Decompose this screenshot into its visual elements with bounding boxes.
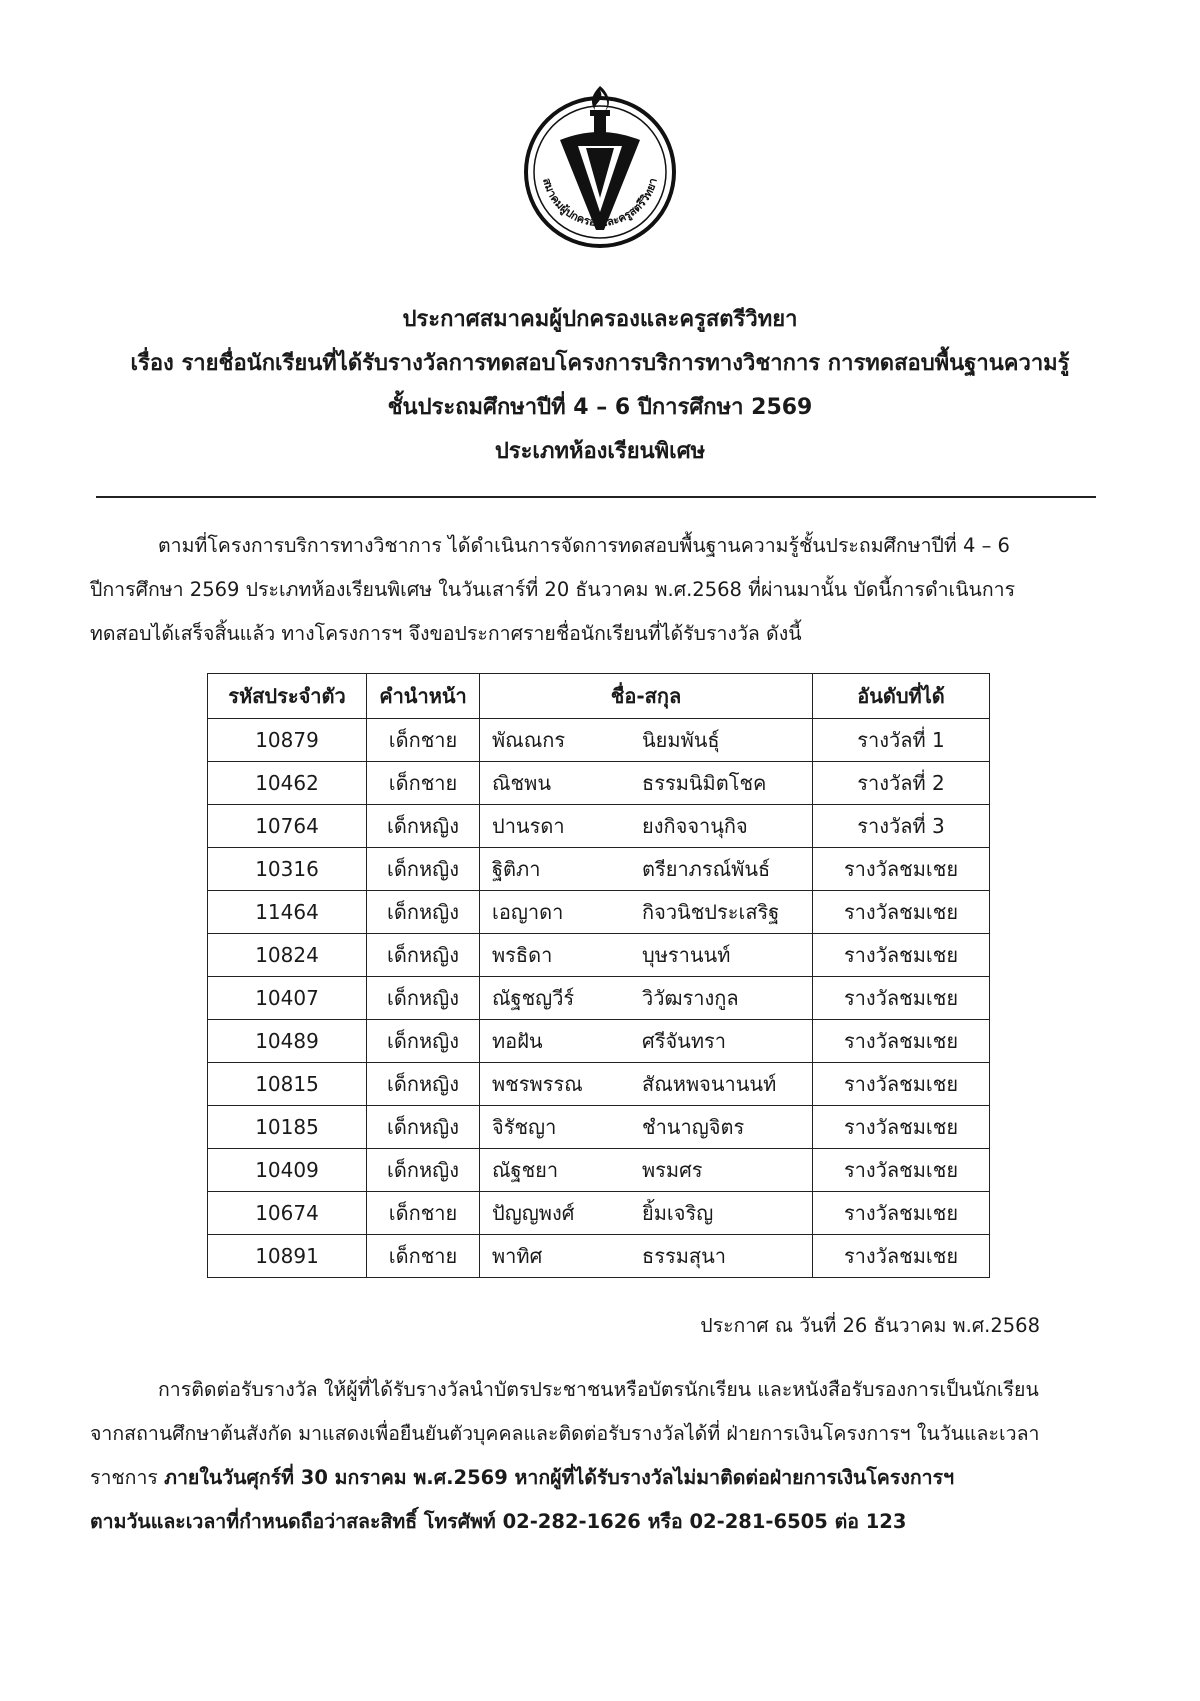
announcement-date: ประกาศ ณ วันที่ 26 ธันวาคม พ.ศ.2568	[700, 1314, 1040, 1337]
intro-line-2: ปีการศึกษา 2569 ประเภทห้องเรียนพิเศษ ในวันเสาร์ที่ 20 ธันวาคม พ.ศ.2568 ที่ผ่านมานั้น บัดนี้การดำเนินการ	[90, 578, 1016, 601]
full-name-cell	[480, 719, 813, 762]
last-name: ตรียาภรณ์พันธ์	[642, 857, 771, 881]
rank-cell: รางวัลชมเชย	[813, 1149, 990, 1192]
association-torch-seal-icon	[520, 80, 680, 250]
prefix-cell: เด็กหญิง	[367, 1020, 480, 1063]
last-name: ยิ้มเจริญ	[642, 1201, 714, 1225]
heading-line-3: ชั้นประถมศึกษาปีที่ 4 – 6 ปีการศึกษา 2569	[387, 395, 813, 420]
student-id-cell: 10489	[208, 1020, 367, 1063]
contact-paragraph	[90, 1368, 1100, 1544]
intro-line-3: ทดสอบได้เสร็จสิ้นแล้ว ทางโครงการฯ จึงขอประกาศรายชื่อนักเรียนที่ได้รับรางวัล ดังนี้	[90, 622, 802, 645]
header-prefix: คำนำหน้า	[367, 674, 480, 719]
rank-cell: รางวัลชมเชย	[813, 1192, 990, 1235]
first-name: พาทิศ	[492, 1244, 543, 1268]
prefix-cell: เด็กหญิง	[367, 977, 480, 1020]
full-name-cell	[480, 1149, 813, 1192]
contact-deadline: ภายในวันศุกร์ที่ 30 มกราคม พ.ศ.2569 หากผู้ที่ได้รับรางวัลไม่มาติดต่อฝ่ายการเงินโครงการฯ	[164, 1466, 955, 1489]
rank-cell: รางวัลชมเชย	[813, 848, 990, 891]
full-name-cell	[480, 977, 813, 1020]
prefix-cell: เด็กหญิง	[367, 1149, 480, 1192]
table-row	[208, 1235, 990, 1278]
student-id-cell: 10185	[208, 1106, 367, 1149]
prefix-cell: เด็กหญิง	[367, 934, 480, 977]
svg-text:สมาคมผู้ปกครองและครูสตรีวิทยา: สมาคมผู้ปกครองและครูสตรีวิทยา	[540, 176, 660, 230]
table-row	[208, 1149, 990, 1192]
student-id-cell: 10824	[208, 934, 367, 977]
student-id-cell: 10674	[208, 1192, 367, 1235]
prefix-cell: เด็กหญิง	[367, 805, 480, 848]
first-name: พชรพรรณ	[492, 1072, 583, 1096]
heading-line-2: เรื่อง รายชื่อนักเรียนที่ได้รับรางวัลการทดสอบโครงการบริการทางวิชาการ การทดสอบพื้นฐานความรู้	[130, 351, 1070, 376]
full-name-cell	[480, 1192, 813, 1235]
rank-cell: รางวัลชมเชย	[813, 1106, 990, 1149]
contact-line-1: การติดต่อรับรางวัล ให้ผู้ที่ได้รับรางวัลนำบัตรประชาชนหรือบัตรนักเรียน และหนังสือรับรองการเป็นนักเรียน	[158, 1378, 1039, 1401]
winners-table	[207, 673, 990, 1278]
student-id-cell: 10764	[208, 805, 367, 848]
full-name-cell	[480, 934, 813, 977]
last-name: ชำนาญจิตร	[642, 1115, 745, 1139]
table-row	[208, 934, 990, 977]
announcement-heading	[90, 298, 1110, 474]
winners-table-body	[208, 719, 990, 1278]
contact-line-4: ตามวันและเวลาที่กำหนดถือว่าสละสิทธิ์ โทรศัพท์ 02-282-1626 หรือ 02-281-6505 ต่อ 123	[90, 1510, 907, 1533]
student-id-cell: 11464	[208, 891, 367, 934]
rank-cell: รางวัลชมเชย	[813, 891, 990, 934]
prefix-cell: เด็กชาย	[367, 762, 480, 805]
student-id-cell: 10407	[208, 977, 367, 1020]
student-id-cell: 10409	[208, 1149, 367, 1192]
table-row	[208, 848, 990, 891]
last-name: กิจวนิชประเสริฐ	[642, 900, 780, 924]
table-row	[208, 719, 990, 762]
last-name: ธรรมนิมิตโชค	[642, 771, 767, 795]
first-name: ทอฝัน	[492, 1029, 543, 1053]
full-name-cell	[480, 1106, 813, 1149]
last-name: ศรีจันทรา	[642, 1029, 726, 1053]
heading-divider	[96, 496, 1096, 498]
table-row	[208, 1106, 990, 1149]
intro-line-1: ตามที่โครงการบริการทางวิชาการ ได้ดำเนินการจัดการทดสอบพื้นฐานความรู้ชั้นประถมศึกษาปีที่ 4 – 6	[158, 534, 1010, 557]
contact-line-3-normal: ราชการ	[90, 1466, 165, 1489]
first-name: ณัฐชยา	[492, 1158, 559, 1182]
prefix-cell: เด็กชาย	[367, 719, 480, 762]
first-name: ณัฐชญวีร์	[492, 986, 575, 1010]
full-name-cell	[480, 1020, 813, 1063]
full-name-cell	[480, 891, 813, 934]
first-name: ปัญญพงศ์	[492, 1201, 575, 1225]
intro-paragraph	[90, 524, 1100, 656]
contact-line-2: จากสถานศึกษาต้นสังกัด มาแสดงเพื่อยืนยันตัวบุคคลและติดต่อรับรางวัลได้ที่ ฝ่ายการเงินโครงการฯ ในวันและเวลา	[90, 1422, 1040, 1445]
table-row	[208, 977, 990, 1020]
last-name: ธรรมสุนา	[642, 1244, 726, 1268]
last-name: สัณหพจนานนท์	[642, 1072, 777, 1096]
rank-cell: รางวัลที่ 2	[813, 762, 990, 805]
heading-line-4: ประเภทห้องเรียนพิเศษ	[494, 439, 706, 464]
prefix-cell: เด็กชาย	[367, 1235, 480, 1278]
student-id-cell: 10815	[208, 1063, 367, 1106]
prefix-cell: เด็กหญิง	[367, 1106, 480, 1149]
last-name: บุษรานนท์	[642, 943, 731, 967]
prefix-cell: เด็กหญิง	[367, 1063, 480, 1106]
prefix-cell: เด็กชาย	[367, 1192, 480, 1235]
rank-cell: รางวัลชมเชย	[813, 1063, 990, 1106]
header-full-name: ชื่อ-สกุล	[480, 674, 813, 719]
full-name-cell	[480, 848, 813, 891]
table-header-row	[208, 674, 990, 719]
first-name: ณิชพน	[492, 771, 551, 795]
prefix-cell: เด็กหญิง	[367, 848, 480, 891]
rank-cell: รางวัลที่ 1	[813, 719, 990, 762]
rank-cell: รางวัลชมเชย	[813, 977, 990, 1020]
first-name: พัณณกร	[492, 728, 566, 752]
student-id-cell: 10462	[208, 762, 367, 805]
full-name-cell	[480, 762, 813, 805]
student-id-cell: 10891	[208, 1235, 367, 1278]
table-row	[208, 1063, 990, 1106]
last-name: นิยมพันธุ์	[642, 728, 720, 752]
student-id-cell: 10316	[208, 848, 367, 891]
first-name: เอญาดา	[492, 900, 564, 924]
full-name-cell	[480, 1063, 813, 1106]
rank-cell: รางวัลชมเชย	[813, 1020, 990, 1063]
rank-cell: รางวัลที่ 3	[813, 805, 990, 848]
contact-line-3	[90, 1456, 1100, 1500]
table-row	[208, 1192, 990, 1235]
first-name: ปานรดา	[492, 814, 565, 838]
full-name-cell	[480, 1235, 813, 1278]
rank-cell: รางวัลชมเชย	[813, 934, 990, 977]
heading-line-1: ประกาศสมาคมผู้ปกครองและครูสตรีวิทยา	[402, 307, 798, 332]
table-row	[208, 805, 990, 848]
table-row	[208, 891, 990, 934]
full-name-cell	[480, 805, 813, 848]
table-row	[208, 762, 990, 805]
first-name: ฐิติภา	[492, 857, 541, 881]
header-student-id: รหัสประจำตัว	[208, 674, 367, 719]
table-row	[208, 1020, 990, 1063]
last-name: ยงกิจจานุกิจ	[642, 814, 748, 838]
last-name: พรมศร	[642, 1158, 703, 1182]
student-id-cell: 10879	[208, 719, 367, 762]
rank-cell: รางวัลชมเชย	[813, 1235, 990, 1278]
first-name: จิรัชญา	[492, 1115, 557, 1139]
first-name: พรธิดา	[492, 943, 553, 967]
last-name: วิวัฒรางกูล	[642, 986, 739, 1010]
prefix-cell: เด็กหญิง	[367, 891, 480, 934]
header-rank: อันดับที่ได้	[813, 674, 990, 719]
